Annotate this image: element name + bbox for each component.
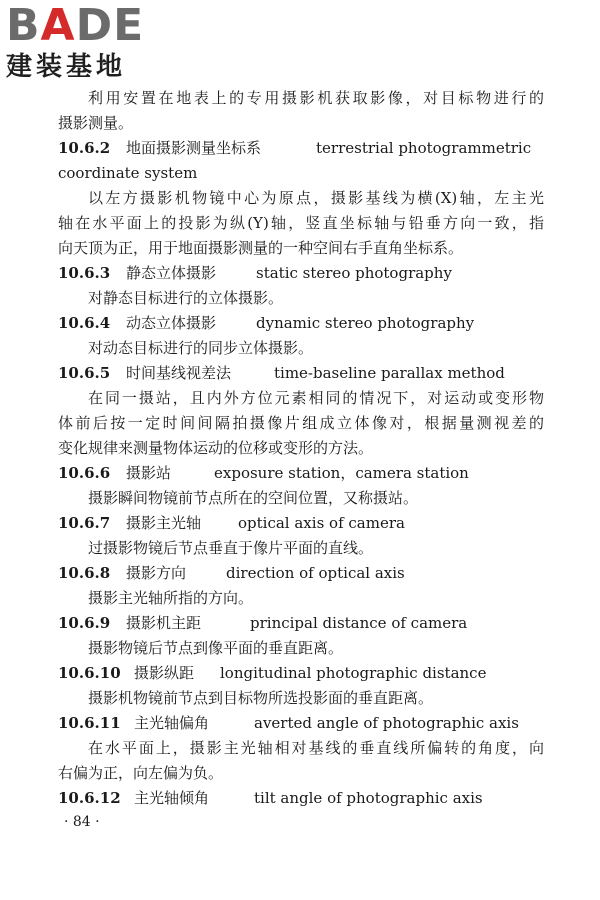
term-english: time-baseline parallax method: [274, 364, 505, 382]
term-number: 10.6.2: [58, 139, 111, 157]
term-number: 10.6.5: [58, 364, 111, 382]
term-chinese: 摄影主光轴: [126, 514, 202, 532]
definition-line: 以左方摄影机物镜中心为原点，摄影基线为横(X)轴，左主光: [88, 189, 544, 207]
definition-line: 在水平面上，摄影主光轴相对基线的垂直线所偏转的角度，向: [88, 739, 544, 757]
term-chinese: 动态立体摄影: [126, 314, 217, 332]
term-heading: [58, 311, 544, 336]
term-heading: [58, 361, 544, 386]
definition-line: 向天顶为正，用于地面摄影测量的一种空间右手直角坐标系。: [58, 239, 464, 257]
term-number: 10.6.8: [58, 564, 111, 582]
definition-line: 摄影瞬间物镜前节点所在的空间位置，又称摄站。: [88, 489, 419, 507]
term-number: 10.6.6: [58, 464, 111, 482]
term-heading: [58, 261, 544, 286]
term-chinese: 摄影纵距: [134, 664, 195, 682]
term-number: 10.6.9: [58, 614, 111, 632]
logo-subtitle: 建装基地: [6, 52, 127, 82]
term-chinese: 静态立体摄影: [126, 264, 217, 282]
definition-line: 过摄影物镜后节点垂直于像片平面的直线。: [88, 539, 374, 557]
definition-line: 右偏为正，向左偏为负。: [58, 764, 224, 782]
term-heading: [58, 711, 544, 736]
term-chinese: 地面摄影测量坐标系: [126, 139, 262, 157]
document-body: [58, 86, 544, 811]
brand-logo: [6, 0, 176, 88]
term-english: dynamic stereo photography: [256, 314, 475, 332]
term-heading: [58, 136, 544, 161]
term-heading: [58, 786, 544, 811]
intro-line: 摄影测量。: [58, 114, 134, 132]
term-number: 10.6.10: [58, 664, 121, 682]
term-chinese: 摄影站: [126, 464, 172, 482]
term-heading: [58, 511, 544, 536]
definition-line: 摄影物镜后节点到像平面的垂直距离。: [88, 639, 344, 657]
intro-line: 利用安置在地表上的专用摄影机获取影像，对目标物进行的: [88, 89, 544, 107]
term-english: terrestrial photogrammetric: [316, 139, 532, 157]
term-number: 10.6.3: [58, 264, 111, 282]
page-number: · 84 ·: [64, 814, 100, 830]
term-number: 10.6.4: [58, 314, 111, 332]
term-english: optical axis of camera: [238, 514, 405, 532]
term-number: 10.6.7: [58, 514, 111, 532]
term-chinese: 主光轴偏角: [134, 714, 210, 732]
term-english: averted angle of photographic axis: [254, 714, 519, 732]
definition-line: 在同一摄站，且内外方位元素相同的情况下，对运动或变形物: [88, 389, 544, 407]
definition-line: 体前后按一定时间间隔拍摄像片组成立体像对，根据量测视差的: [58, 414, 544, 432]
definition-line: 对静态目标进行的立体摄影。: [88, 289, 284, 307]
term-english: longitudinal photographic distance: [220, 664, 487, 682]
term-english: direction of optical axis: [226, 564, 405, 582]
definition-line: 轴在水平面上的投影为纵(Y)轴，竖直坐标轴与铅垂方向一致，指: [58, 214, 544, 232]
term-chinese: 摄影方向: [126, 564, 187, 582]
term-heading: [58, 561, 544, 586]
definition-line: 对动态目标进行的同步立体摄影。: [88, 339, 314, 357]
definition-line: 变化规律来测量物体运动的位移或变形的方法。: [58, 439, 374, 457]
term-english: exposure station，camera station: [214, 464, 469, 482]
term-chinese: 时间基线视差法: [126, 364, 232, 382]
term-heading: [58, 461, 544, 486]
definition-line: 摄影主光轴所指的方向。: [88, 589, 254, 607]
term-heading: [58, 611, 544, 636]
logo-wordmark: BADE: [6, 0, 145, 51]
term-heading: [58, 661, 544, 686]
term-chinese: 主光轴倾角: [134, 789, 210, 807]
definition-line: 摄影机物镜前节点到目标物所选投影面的垂直距离。: [88, 689, 434, 707]
term-english-cont: coordinate system: [58, 164, 198, 182]
term-chinese: 摄影机主距: [126, 614, 202, 632]
term-english: tilt angle of photographic axis: [254, 789, 483, 807]
term-number: 10.6.11: [58, 714, 121, 732]
term-number: 10.6.12: [58, 789, 121, 807]
term-english: static stereo photography: [256, 264, 452, 282]
term-english: principal distance of camera: [250, 614, 468, 632]
